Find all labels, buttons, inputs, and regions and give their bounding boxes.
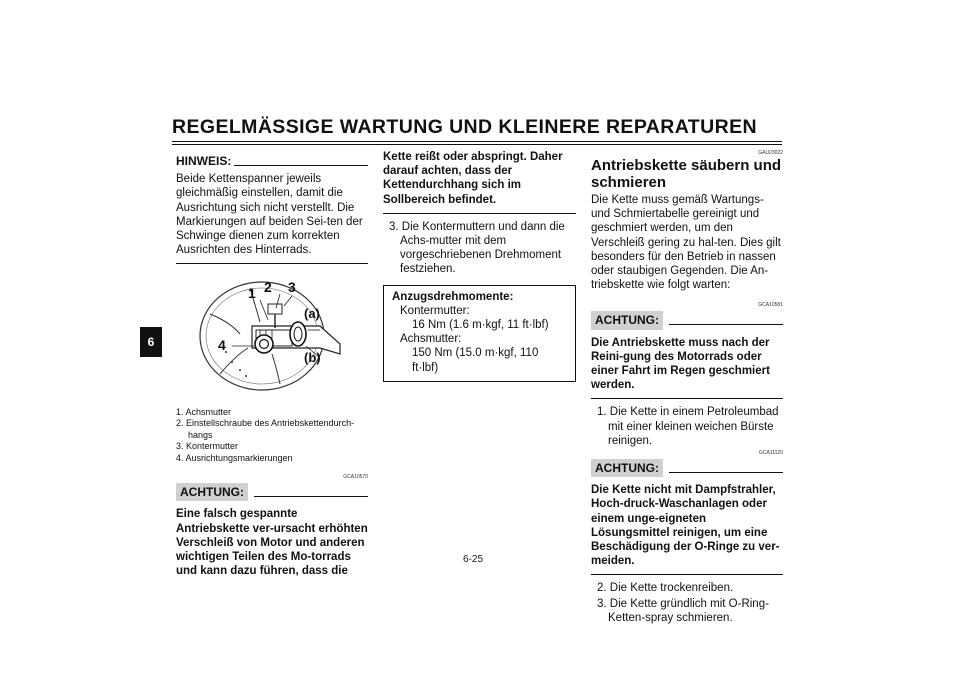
achtung-heading bbox=[591, 459, 783, 477]
figure-legend bbox=[176, 407, 368, 465]
column-3 bbox=[591, 150, 783, 625]
title-rule-thin bbox=[172, 144, 782, 145]
step-2: 2. Die Kette trockenreiben. bbox=[597, 582, 734, 595]
section-intro: Die Kette muss gemäß Wartungs- und Schmiertabelle gereinigt und geschmiert werden, um den Verschleiß gering zu hal-ten. Dies gilt besonders für den Betrieb in nassen oder staubigen Gegenden. Die An-triebskette wie folgt warten: bbox=[591, 194, 781, 292]
step-3: 3. Die Kontermuttern und dann die Achs-mutter mit dem vorgeschriebenen Drehmoment festziehen. bbox=[389, 220, 565, 276]
divider bbox=[591, 398, 783, 399]
reference-code: GCA11120 bbox=[759, 450, 783, 457]
legend-item: 4. Ausrichtungsmarkierungen bbox=[176, 452, 293, 463]
column-1 bbox=[176, 150, 368, 578]
legend-item: 3. Kontermutter bbox=[176, 441, 239, 452]
achtung-heading bbox=[176, 483, 368, 501]
divider bbox=[176, 263, 368, 264]
label-1: 1 bbox=[248, 285, 256, 302]
hinweis-text: Beide Kettenspanner jeweils gleichmäßig einstellen, damit die Ausrichtung sich nicht verstellt. Die Markierungen auf beiden Sei-ten der Schwinge dienen zum korrekten Ausrichten des Hinterrads. bbox=[176, 173, 363, 257]
achtung-label: ACHTUNG: bbox=[591, 311, 663, 329]
label-a: (a) bbox=[304, 306, 320, 322]
label-b: (b) bbox=[304, 350, 321, 366]
reference-code: GAU23022 bbox=[758, 150, 783, 156]
warning-continued: Kette reißt oder abspringt. Daher darauf achten, dass der Kettendurchhang sich im Sollbereich befindet. bbox=[383, 151, 563, 206]
divider bbox=[591, 574, 783, 575]
page-number: 6-25 bbox=[463, 554, 484, 565]
legend-item: 1. Achsmutter bbox=[176, 406, 232, 417]
torque-heading: Anzugsdrehmomente: bbox=[392, 290, 514, 303]
divider bbox=[383, 213, 576, 214]
step-1: 1. Die Kette in einem Petroleumbad mit einer kleinen weichen Bürste reinigen. bbox=[597, 406, 779, 447]
chain-adjuster-figure bbox=[180, 274, 360, 394]
heading-rule bbox=[669, 472, 783, 473]
section-title: Antriebskette säubern und schmieren bbox=[591, 157, 782, 191]
label-2: 2 bbox=[264, 279, 272, 296]
locknut-value: 16 Nm (1.6 m·kgf, 11 ft·lbf) bbox=[412, 319, 549, 332]
page-title: REGELMÄSSIGE WARTUNG UND KLEINERE REPARATUREN bbox=[172, 116, 757, 138]
warning-text: Die Antriebskette muss nach der Reini-gung des Motorrads oder einer Fahrt im Regen geschmiert werden. bbox=[591, 336, 770, 392]
heading-rule bbox=[669, 324, 783, 325]
heading-rule bbox=[234, 165, 368, 166]
torque-spec-box bbox=[383, 285, 576, 382]
achtung-label: ACHTUNG: bbox=[591, 459, 663, 477]
column-2 bbox=[383, 150, 576, 382]
reference-code: GCA10581 bbox=[758, 302, 783, 309]
chapter-tab: 6 bbox=[140, 327, 162, 357]
heading-rule bbox=[254, 496, 368, 497]
axle-nut-label: Achsmutter: bbox=[400, 333, 462, 346]
hinweis-label: HINWEIS: bbox=[176, 154, 232, 168]
label-3: 3 bbox=[288, 279, 296, 296]
label-4: 4 bbox=[218, 337, 226, 354]
hinweis-heading bbox=[176, 154, 368, 168]
locknut-label: Kontermutter: bbox=[400, 304, 470, 317]
axle-nut-value: 150 Nm (15.0 m·kgf, 110 ft·lbf) bbox=[412, 347, 539, 374]
achtung-label: ACHTUNG: bbox=[176, 483, 248, 501]
step-3: 3. Die Kette gründlich mit O-Ring-Ketten-spray schmieren. bbox=[597, 597, 769, 624]
warning-text: Die Kette nicht mit Dampfstrahler, Hoch-druck-Waschanlagen oder einem unge-eigneten Lösungsmittel reinigen, um eine Beschädigung der O-Ringe zu ver-meiden. bbox=[591, 484, 780, 568]
achtung-heading bbox=[591, 311, 783, 329]
title-rule bbox=[172, 141, 782, 142]
warning-text: Eine falsch gespannte Antriebskette ver-ursacht erhöhten Verschleiß von Motor und anderen wichtigen Teilen des Mo-torrads und kann dazu führen, dass die bbox=[176, 508, 368, 578]
legend-item: 2. Einstellschraube des Antriebskettendurch-hangs bbox=[176, 418, 355, 440]
reference-code: GCA10570 bbox=[343, 474, 368, 481]
